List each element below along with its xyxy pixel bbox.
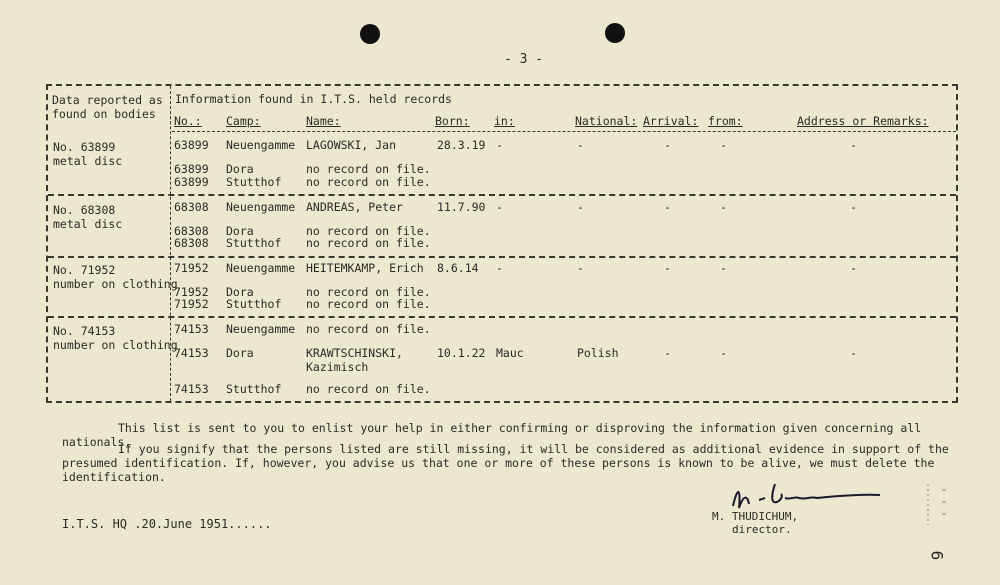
cell-no: 68308 [174,224,209,238]
cell-name: no record on file. [306,382,431,396]
cell-remarks: - [850,346,857,360]
cell-camp: Dora [226,224,254,238]
cell-camp: Neuengamme [226,138,296,152]
date-line: I.T.S. HQ .20.June 1951...... [62,517,272,531]
cell-name: no record on file. [306,224,431,238]
cell-camp: Dora [226,162,254,176]
cell-from: - [720,200,727,214]
punch-hole [360,24,380,44]
cell-arrival: - [664,138,671,152]
cell-in: Mauc [496,346,524,360]
cell-no: 63899 [174,175,209,189]
page-number: - 3 - [504,52,544,67]
cell-from: - [720,346,727,360]
punch-hole [605,23,625,43]
group-divider [48,316,956,318]
cell-in: - [496,261,503,275]
cell-no: 74153 [174,346,209,360]
cell-name: no record on file. [306,162,431,176]
column-header: Arrival: [643,114,699,128]
column-header: Address or Remarks: [797,114,929,128]
signatory-title: director. [732,523,792,536]
cell-national: - [577,138,584,152]
column-header: Camp: [226,114,261,128]
column-header: from: [708,114,743,128]
cell-no: 63899 [174,162,209,176]
cell-name: KRAWTSCHINSKI, Kazimisch [306,346,403,374]
paragraph-1-continued: nationals. [62,435,132,449]
paragraph-2-line-2: presumed identification. If, however, you advise us that one or more of these persons is known to be alive, we must delete the [62,456,935,470]
cell-national: - [577,261,584,275]
cell-no: 74153 [174,322,209,336]
cell-born: 28.3.19 [437,138,486,152]
column-header: National: [575,114,638,128]
paragraph-2-line-3: identification. [62,470,166,484]
cell-national: Polish [577,346,619,360]
column-header: Name: [306,114,341,128]
header-information: Information found in I.T.S. held records [175,92,452,106]
paragraph-1: This list is sent to you to enlist your help in either confirming or disproving the information given concerning all [118,421,922,435]
cell-name: HEITEMKAMP, Erich [306,261,424,275]
group-divider [48,256,956,258]
cell-name: LAGOWSKI, Jan [306,138,397,152]
cell-no: 63899 [174,138,209,152]
cell-camp: Stutthof [226,297,282,311]
cell-camp: Stutthof [226,382,282,396]
group-divider [48,194,956,196]
cell-name: no record on file. [306,297,431,311]
cell-name: no record on file. [306,322,431,336]
reported-entry: No. 74153 number on clothing [53,324,178,352]
cell-in: - [496,138,503,152]
cell-camp: Neuengamme [226,261,296,275]
cell-remarks: - [850,138,857,152]
cell-name: no record on file. [306,236,431,250]
column-header: in: [494,114,515,128]
cell-no: 68308 [174,200,209,214]
cell-camp: Neuengamme [226,200,296,214]
cell-no: 71952 [174,285,209,299]
cell-from: - [720,261,727,275]
cell-camp: Neuengamme [226,322,296,336]
header-rule [172,131,956,132]
cell-remarks: - [850,261,857,275]
cell-name: no record on file. [306,285,431,299]
column-divider [170,86,171,401]
reported-entry: No. 63899 metal disc [53,140,123,168]
cell-from: - [720,138,727,152]
cell-name: no record on file. [306,175,431,189]
paragraph-2-line-1: If you signify that the persons listed are still missing, it will be considered as additional evidence in support of the [118,442,949,456]
cell-camp: Stutthof [226,236,282,250]
cell-in: - [496,200,503,214]
cell-arrival: - [664,346,671,360]
cell-born: 10.1.22 [437,346,486,360]
cell-camp: Dora [226,285,254,299]
signatory-name: M. THUDICHUM, [712,510,799,523]
cell-remarks: - [850,200,857,214]
cell-camp: Dora [226,346,254,360]
column-header: No.: [174,114,202,128]
cell-born: 8.6.14 [437,261,479,275]
cell-no: 74153 [174,382,209,396]
header-reported: Data reported as found on bodies [52,93,163,121]
reported-entry: No. 68308 metal disc [53,203,123,231]
cell-national: - [577,200,584,214]
cell-no: 71952 [174,261,209,275]
cell-no: 68308 [174,236,209,250]
cell-arrival: - [664,261,671,275]
cell-name: ANDREAS, Peter [306,200,403,214]
cell-no: 71952 [174,297,209,311]
cell-born: 11.7.90 [437,200,486,214]
margin-mark: 6 [927,550,947,561]
reported-entry: No. 71952 number on clothing [53,263,178,291]
column-header: Born: [435,114,470,128]
cell-camp: Stutthof [226,175,282,189]
margin-tick-marks [918,480,958,530]
cell-arrival: - [664,200,671,214]
